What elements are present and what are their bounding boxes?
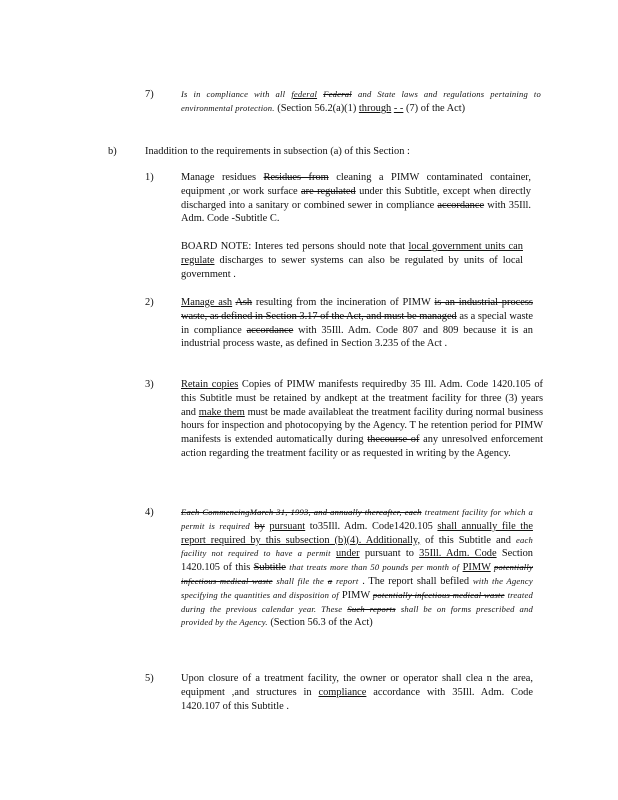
item-text: Upon closure of a treatment facility, the owner or operator shall clea n the area, equipment ,and structures in compliance accordance with 35Ill. Adm. Code 1420.107 of this Subtitle . — [181, 673, 533, 712]
item-number: 1) — [145, 172, 154, 183]
subsection-intro: Inaddition to the requirements in subsection (a) of this Section : — [145, 146, 410, 157]
subsection-label: b) — [108, 146, 117, 157]
board-note: BOARD NOTE: Interes ted persons should note that local government units can regulate discharges to sewer systems can also be regulated by units of local government . — [181, 241, 523, 280]
item-text: Manage residues Residues from cleaning a PIMW contaminated container, equipment ,or work surface are regulated under this Subtitle, except when directly discharged into a sanitary or combined sewer in compliance accordance with 35Ill. Adm. Code -Subtitle C. — [181, 172, 531, 225]
item-number: 7) — [145, 89, 154, 100]
item-text: Manage ash Ash resulting from the incineration of PIMW is an industrial process waste, as defined in Section 3.17 of the Act, and must be managed as a special waste in compliance accordance with 35Ill. Adm. Code 807 and 809 because it is an industrial process waste, as defined in Section 3.235 of the Act . — [181, 297, 533, 350]
item-number: 2) — [145, 297, 154, 308]
item-number: 3) — [145, 379, 154, 390]
item-number: 4) — [145, 507, 154, 518]
item-number: 5) — [145, 673, 154, 684]
item-text: Is in compliance with all federal Federal and State laws and regulations pertaining to environmental protection. (Section 56.2(a)(1) through - - (7) of the Act) — [181, 89, 541, 114]
item-text: Each CommencingMarch 31, 1993, and annually thereafter, each treatment facility for which a permit is required by pursuant to35Ill. Adm. Code1420.105 shall annually file the report required by this subsection (b)(4). Additionally, of this Subtitle and each facility not required to have a permit under pursuant to 35Ill. Adm. Code Section 1420.105 of this Subtitle that treats more than 50 pounds per month of PIMW potentially infectious medical waste shall file the a report . The report shall befiled with the Agency specifying the quantities and disposition of PIMW potentially infectious medical waste treated during the previous calendar year. These Such reports shall be on forms prescribed and provided by the Agency. (Section 56.3 of the Act) — [181, 507, 534, 629]
item-text: Retain copies Copies of PIMW manifests requiredby 35 Ill. Adm. Code 1420.105 of this Subtitle must be retained by andkept at the treatment facility for three (3) years and make them must be made availableat the treatment facility during normal business hours for inspection and photocopying by the Agency. T he retention period for PIMW manifests is extended automatically during thecourse of any unresolved enforcement action regarding the treatment facility or as requested in writing by the Agency. — [181, 379, 543, 459]
